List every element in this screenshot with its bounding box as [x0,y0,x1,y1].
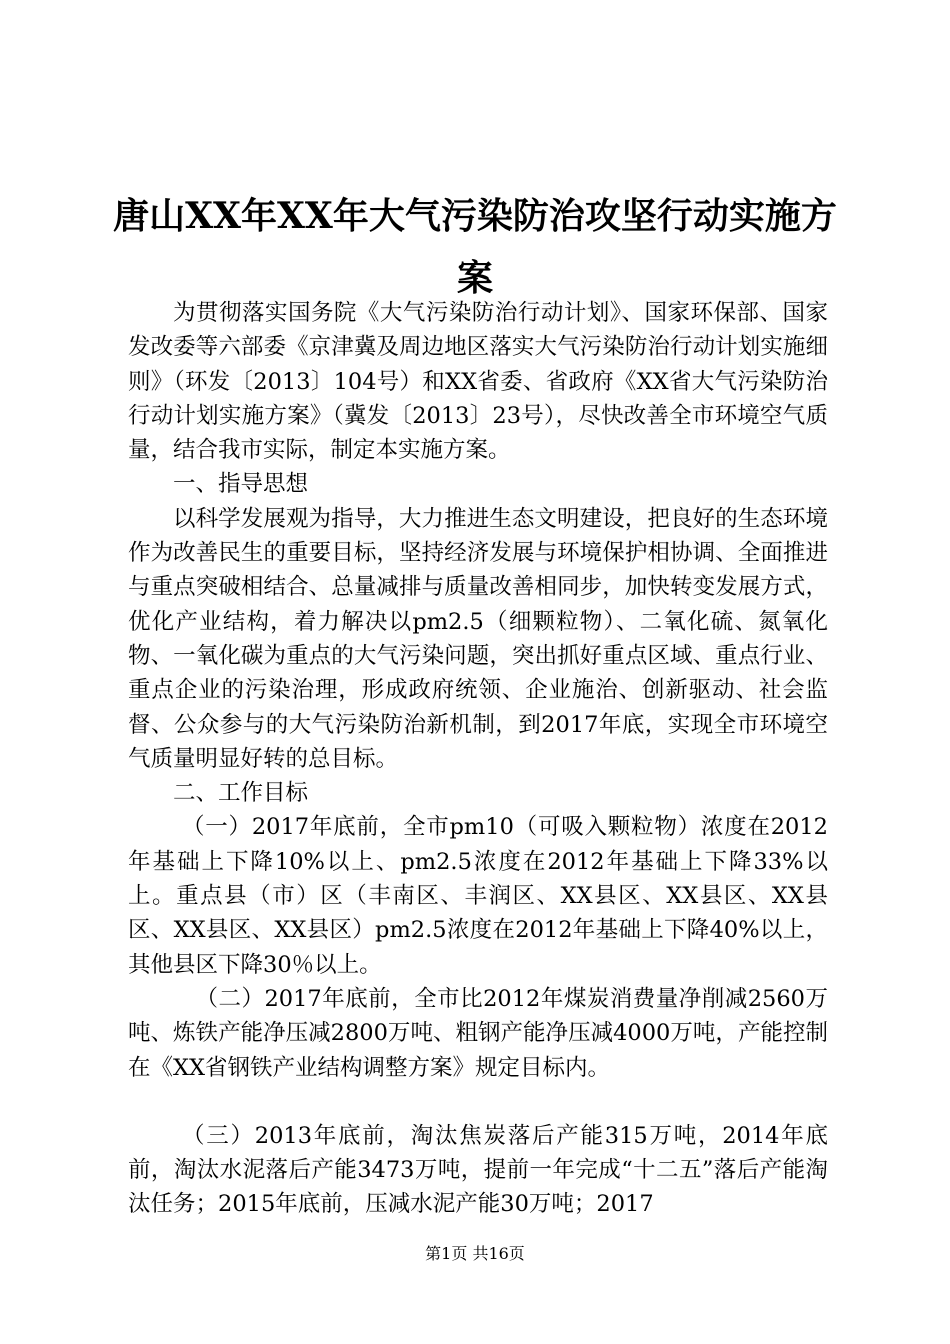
goal-paragraph-3: （三）2013年底前，淘汰焦炭落后产能315万吨，2014年底前，淘汰水泥落后产能3473万吨，提前一年完成“十二五”落后产能淘汰任务；2015年底前，压减水泥产能30万吨；2017 [128,1122,828,1218]
guiding-paragraph: 以科学发展观为指导，大力推进生态文明建设，把良好的生态环境作为改善民生的重要目标，坚持经济发展与环境保护相协调、全面推进与重点突破相结合、总量减排与质量改善相同步，加快转变发展方式，优化产业结构，着力解决以pm2.5（细颗粒物）、二氧化硫、氮氧化物、一氧化碳为重点的大气污染问题，突出抓好重点区域、重点行业、重点企业的污染治理，形成政府统领、企业施治、创新驱动、社会监督、公众参与的大气污染防治新机制，到2017年底，实现全市环境空气质量明显好转的总目标。 [128,505,828,772]
section-heading-guiding: 一、指导思想 [173,471,309,498]
section-heading-goals: 二、工作目标 [173,780,309,807]
intro-paragraph: 为贯彻落实国务院《大气污染防治行动计划》、国家环保部、国家发改委等六部委《京津冀及周边地区落实大气污染防治行动计划实施细则》（环发〔2013〕104号）和XX省委、省政府《XX省大气污染防治行动计划实施方案》（冀发〔2013〕23号），尽快改善全市环境空气质量，结合我市实际，制定本实施方案。 [128,300,828,464]
document-body [128,296,828,1222]
document-title: 唐山XX年XX年大气污染防治攻坚行动实施方案 [113,195,837,299]
paragraph-gap [128,1085,828,1119]
page-footer: 第1页 共16页 [425,1244,525,1263]
goal-paragraph-2: （二）2017年底前，全市比2012年煤炭消费量净削减2560万吨、炼铁产能净压减2800万吨、粗钢产能净压减4000万吨，产能控制在《XX省钢铁产业结构调整方案》规定目标内。 [128,985,828,1081]
goal-paragraph-1: （一）2017年底前，全市pm10（可吸入颗粒物）浓度在2012年基础上下降10%以上、pm2.5浓度在2012年基础上下降33%以上。重点县（市）区（丰南区、丰润区、XX县区、XX县区、XX县区、XX县区、XX县区）pm2.5浓度在2012年基础上下降40%以上，其他县区下降30％以上。 [128,814,828,978]
